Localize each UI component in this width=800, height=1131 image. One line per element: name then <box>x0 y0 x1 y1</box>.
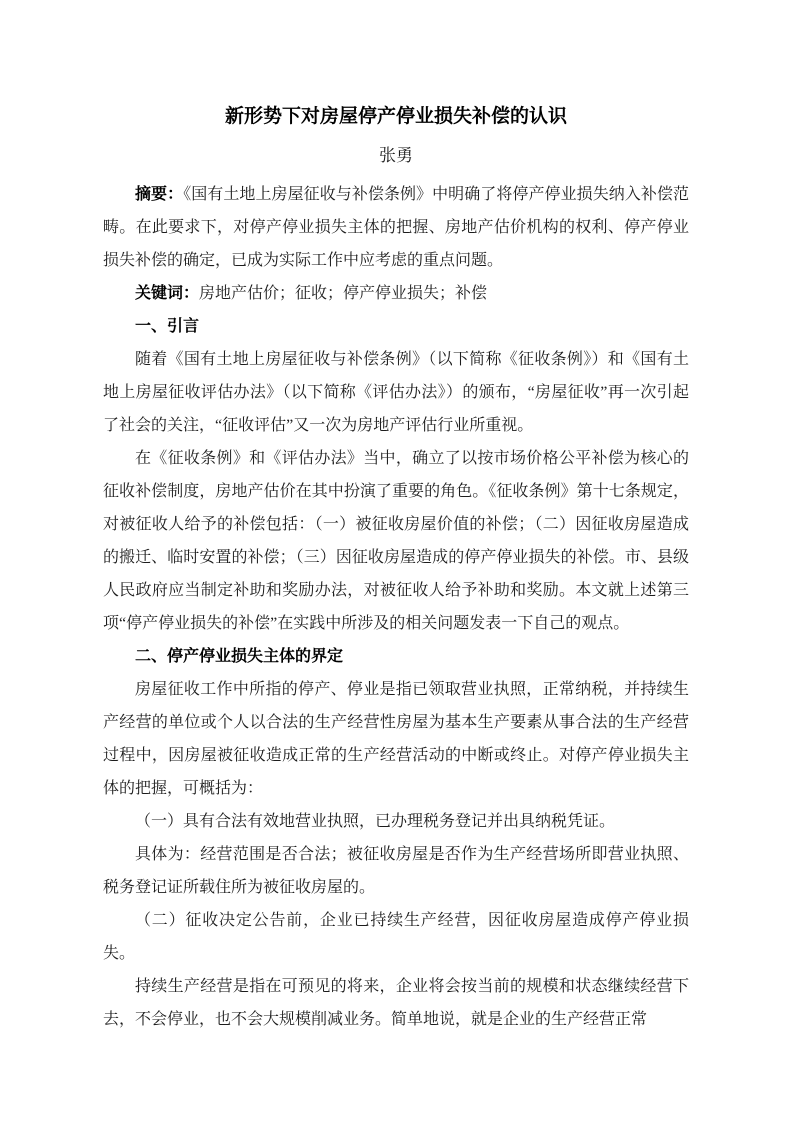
abstract-text: 《国有土地上房屋征收与补偿条例》中明确了将停产停业损失纳入补偿范畴。在此要求下，对停产停业损失主体的把握、房地产估价机构的权利、停产停业损失补偿的确定，已成为实际工作中应考虑的重点问题。 <box>103 186 689 269</box>
document-page <box>103 103 689 1036</box>
section-heading-introduction: 一、引言 <box>135 318 200 335</box>
keywords-label: 关键词： <box>135 285 200 302</box>
abstract-paragraph <box>103 178 689 277</box>
keywords-text: 房地产估价；征收；停产停业损失；补偿 <box>199 285 488 302</box>
body-paragraph: 随着《国有土地上房屋征收与补偿条例》（以下简称《征收条例》）和《国有土地上房屋征收评估办法》（以下简称《评估办法》）的颁布，“房屋征收”再一次引起了社会的关注，“征收评估”又一次为房地产评估行业所重视。 <box>103 351 689 434</box>
body-paragraph: 具体为：经营范围是否合法；被征收房屋是否作为生产经营场所即营业执照、税务登记证所载住所为被征收房屋的。 <box>103 846 689 896</box>
body-paragraph: 持续生产经营是指在可预见的将来，企业将会按当前的规模和状态继续经营下去，不会停业，也不会大规模削减业务。简单地说，就是企业的生产经营正常 <box>103 978 689 1028</box>
body-paragraph: 在《征收条例》和《评估办法》当中，确立了以按市场价格公平补偿为核心的征收补偿制度，房地产估价在其中扮演了重要的角色。《征收条例》第十七条规定，对被征收人给予的补偿包括：（一）被征收房屋价值的补偿；（二）因征收房屋造成的搬迁、临时安置的补偿；（三）因征收房屋造成的停产停业损失的补偿。市、县级人民政府应当制定补助和奖励办法，对被征收人给予补助和奖励。本文就上述第三项“停产停业损失的补偿”在实践中所涉及的相关问题发表一下自己的观点。 <box>103 450 689 632</box>
author-name: 张勇 <box>379 146 413 165</box>
page-title: 新形势下对房屋停产停业损失补偿的认识 <box>224 106 567 127</box>
body-paragraph: 房屋征收工作中所指的停产、停业是指已领取营业执照，正常纳税，并持续生产经营的单位或个人以合法的生产经营性房屋为基本生产要素从事合法的生产经营过程中，因房屋被征收造成正常的生产经营活动的中断或终止。对停产停业损失主体的把握，可概括为： <box>103 681 689 797</box>
keywords-paragraph <box>103 277 689 310</box>
section-heading-loss-subject: 二、停产停业损失主体的界定 <box>135 648 344 665</box>
abstract-label: 摘要： <box>135 186 184 203</box>
body-paragraph: （一）具有合法有效地营业执照，已办理税务登记并出具纳税凭证。 <box>135 813 616 830</box>
body-paragraph: （二）征收决定公告前，企业已持续生产经营，因征收房屋造成停产停业损失。 <box>103 912 689 962</box>
